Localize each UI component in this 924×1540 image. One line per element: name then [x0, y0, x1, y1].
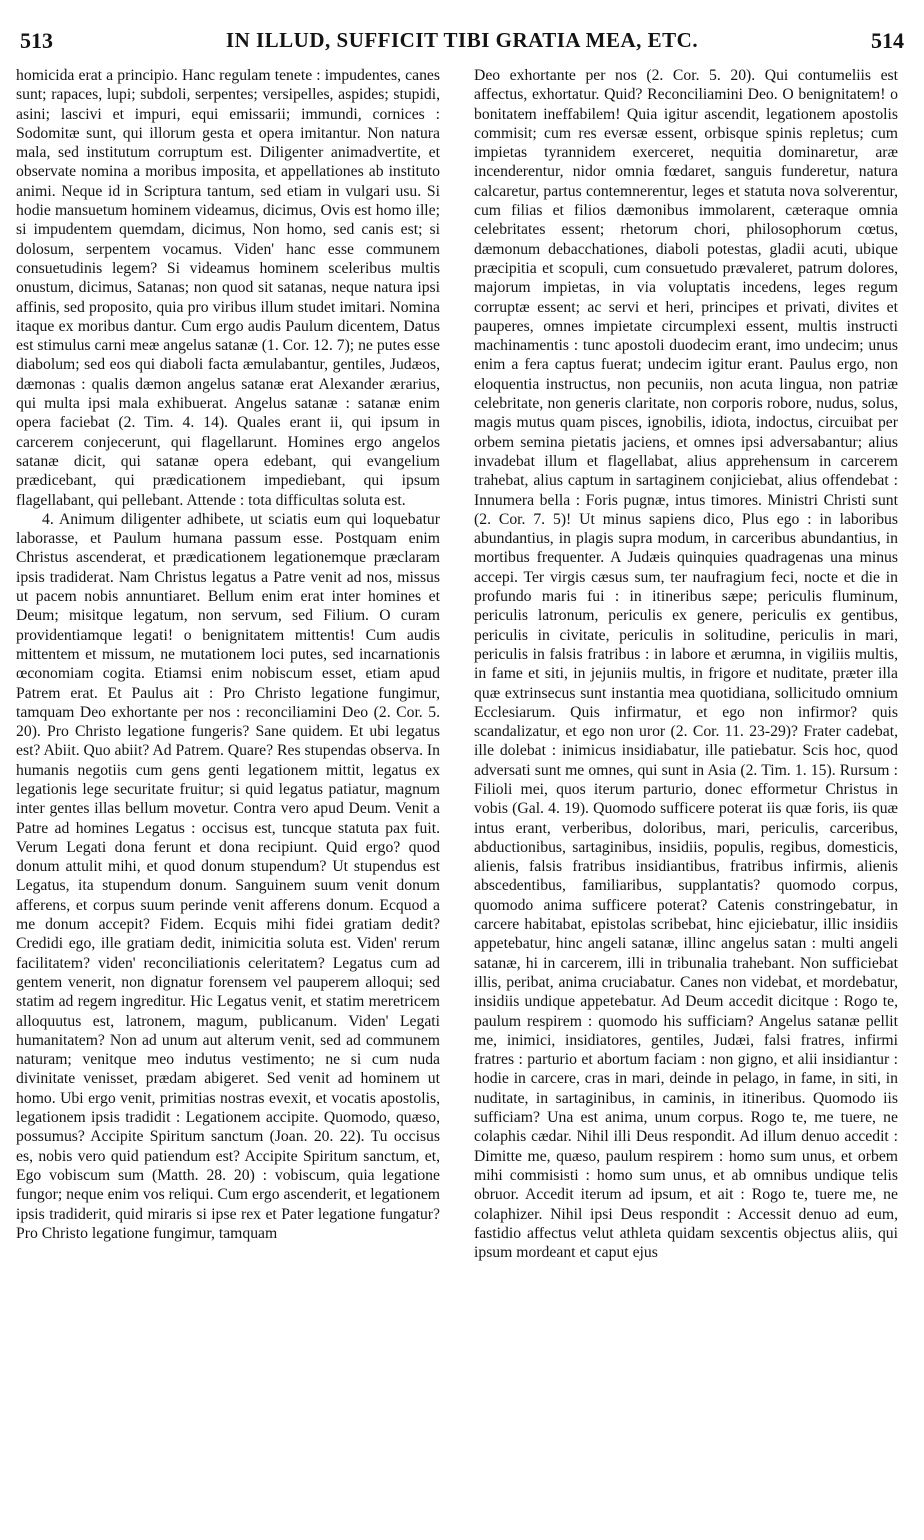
running-header [14, 28, 910, 62]
right-column [474, 66, 898, 1526]
page-number-left: 513 [20, 28, 53, 53]
right-paragraph-1: Deo exhortante per nos (2. Cor. 5. 20). Qui contumeliis est affectus, exhortatur. Quid? Reconciliamini Deo. O benignitatem! o bonitatem ineffabilem! Quia igitur ascendit, legationem apostolis commisit; cum res eversæ essent, orbisque spinis repletus; cum impietas tyrannidem exerceret, nequitia dominaretur, aræ incenderentur, nidor omnia fœdaret, sanguis funderetur, natura calcaretur, partus contemnerentur, leges et statuta nova solverentur, cum filias et filios dæmonibus immolarent, cæteraque omnia celebritates essent; rhetorum chori, philosophorum cœtus, dæmonum debacchationes, diaboli potestas, gladii acuti, ubique præcipitia et scopuli, cum consuetudo prævaleret, patrum dolores, majorum impietas, in via voluptatis incedens, leges regum corruptæ essent; ac servi et heri, principes et privati, divites et pauperes, omnes impietate circumplexi essent, multis instructi machinamentis : tunc apostoli duodecim erant, imo undecim; unus enim a fera captus fuerat; undecim igitur erant. Paulus ergo, non eloquentia instructus, non pecuniis, non acuta lingua, non patriæ celebritate, non generis claritate, non corporis robore, nudus, solus, magis mutus quam pisces, ignobilis, idiota, indoctus, circuibat per orbem semina pietatis jaciens, et omnes ipsi adversabantur; alius invadebat illum et flagellabat, alius apprehensum in carcerem trahebat, alius captum in sartaginem conjiciebat, alius offendebat : Innumera bella : Foris pugnæ, intus timores. Ministri Christi sunt (2. Cor. 7. 5)! Ut minus sapiens dico, Plus ego : in laboribus abundantius, in plagis supra modum, in carceribus abundantius, in mortibus frequenter. A Judæis quinquies quadragenas una minus accepi. Ter virgis cæsus sum, ter naufragium feci, nocte et die in profundo maris fui : in itineribus sæpe; periculis fluminum, periculis latronum, periculis ex genere, periculis ex gentibus, periculis in civitate, periculis in solitudine, periculis in mari, periculis in falsis fratribus : in labore et ærumna, in vigiliis multis, in fame et siti, in jejuniis multis, in frigore et nuditate, præter illa quæ extrinsecus sunt instantia mea quotidiana, sollicitudo omnium Ecclesiarum. Quis infirmatur, et ego non infirmor? quis scandalizatur, et ego non uror (2. Cor. 11. 23-29)? Frater cadebat, ille dolebat : inimicus insidiabatur, ille patiebatur. Scis hoc, quod adversati sunt me omnes, qui sunt in Asia (2. Tim. 1. 15). Rursum : Filioli mei, quos iterum parturio, donec efformetur Christus in vobis (Gal. 4. 19). Quomodo sufficere poterat iis quæ foris, iis quæ intus erant, verberibus, doloribus, mari, periculis, carceribus, abductionibus, sartaginibus, insidiis, populis, regibus, domesticis, alienis, falsis fratribus insidiantibus, fratribus infirmis, alienis abscedentibus, familiaribus, supplantatis? quomodo corpus, quomodo anima sufficere poterat? Catenis constringebatur, in carcere habitabat, epistolas scribebat, hinc ejiciebatur, illic insidiis appetebatur, hinc angeli satanæ, illinc angelus satan : multi angeli satanæ, hi in carcerem, illi in tribunalia trahebant. Non sufficiebat illis, peribat, anima cruciabatur. Canes non videbat, et mordebatur, insidiis undique appetebatur. Ad Deum accedit dicitque : Rogo te, paulum respirem : quomodo his sufficiam? Angelus satanæ pellit me, inimici, insidiatores, gentiles, Judæi, falsi fratres, infirmi fratres : parturio et abortum faciam : non gigno, et alii insidiantur : hodie in carcere, cras in mari, deinde in pelago, in fame, in siti, in nuditate, in sartaginibus, in caminis, in itineribus. Quomodo iis sufficiam? Una est anima, unum corpus. Rogo te, me tuere, ne colaphis cædar. Nihil illi Deus respondit. Ad illum denuo accedit : Dimitte me, quæso, paulum respirem : homo sum unus, et orbem mihi commisisti : homo sum unus, et ab omnibus undique telis obruor. Accedit iterum ad ipsum, et ait : Rogo te, tuere me, ne colaphizer. Nihil ipsi Deus respondit : Accessit denuo ad eum, fastidio affectus velut athleta quidam sexcentis objectus aliis, qui ipsum mordeant et caput ejus [474, 67, 898, 1262]
page-number-right: 514 [871, 28, 904, 53]
left-paragraph-2: 4. Animum diligenter adhibete, ut sciatis eum qui loquebatur laborasse, et Paulum humana passum esse. Postquam enim Christus ascenderat, et prædicationem legationemque præclaram ipsis tradiderat. Nam Christus legatus a Patre venit ad nos, missus ut pacem nobis annuntiaret. Bellum enim erat inter homines et Deum; misitque legatum, non servum, sed Filium. O curam providentiamque legati! o benignitatem mittentis! Cum audis mittentem et missum, ne mutationem loci putes, sed incarnationis œconomiam cogita. Etiamsi enim nobiscum esset, etiam apud Patrem erat. Et Paulus ait : Pro Christo legatione fungimur, tamquam Deo exhortante per nos : reconciliamini Deo (2. Cor. 5. 20). Pro Christo legatione fungeris? Sane quidem. Et ubi legatus est? Abiit. Quo abiit? Ad Patrem. Quare? Res stupendas observa. In humanis negotiis cum gens genti legationem mittit, legatus ex legationis lege securitate fruitur; si quid legatus patiatur, magnum inter gentes illas bellum movetur. Contra vero apud Deum. Venit a Patre ad homines Legatus : occisus est, tuncque statuta pax fuit. Verum Legati dona ferunt et dona recipiunt. Quid ergo? quod donum attulit mihi, et quod donum stupendum? Ut stupendus est Legatus, ita stupendum donum. Sanguinem suum venit donum afferens, et corpus suum perinde venit afferens donum. Ecquod a me donum accepit? Fidem. Ecquis mihi fidei gratiam dedit? Credidi ego, ille gratiam dedit, inimicitia soluta est. Viden' rerum facilitatem? viden' reconciliationis celeritatem? Legatus cum ad gentem venerit, non dignatur forensem vel pauperem alloqui; sed statim ad regem ingreditur. Hic Legatus venit, et statim meretricem alloquutus est, latronem, magum, publicanum. Viden' Legati humanitatem? Non ad unum aut alterum venit, sed ad communem naturam; venitque meo indutus vestimento; ne si cum nuda divinitate venisset, prædam abigeret. Sed venit ad hominem ut homo. Ubi ergo venit, primitias nostras evexit, et vocatis apostolis, legationem ipsis tradidit : Legationem accipite. Quomodo, quæso, possumus? Accipite Spiritum sanctum (Joan. 20. 22). Tu occisus es, nobis vero quid patiendum est? Accipite Spiritum sanctum, et, Ego vobiscum sum (Matth. 28. 20) : vobiscum, quia legatione fungor; neque enim vos reliqui. Cum ergo ascenderit, et legationem ipsis tradiderit, quid miraris si ipse rex et Pater legatione fungatur? Pro Christo legatione fungimur, tamquam [16, 510, 440, 1242]
left-column [16, 66, 440, 1526]
running-title: IN ILLUD, SUFFICIT TIBI GRATIA MEA, ETC. [225, 28, 699, 52]
left-paragraph-1: homicida erat a principio. Hanc regulam tenete : impudentes, canes sunt; rapaces, lupi; subdoli, serpentes; versipelles, aspides; stupidi, asini; lascivi et impuri, equi emissarii; immundi, cornices : Sodomitæ sunt, qui illorum gesta et opera imitantur. Non natura mala, sed institutum corruptum est. Diligenter animadvertite, et observate nomina a moribus imposita, et appellationes ab instituto animi. Neque id in Scriptura tantum, sed etiam in vulgari usu. Si hodie mansuetum hominem videamus, dicimus, Ovis est homo ille; si impudentem quemdam, dicimus, Non homo, sed canis est; si dolosum, serpentem vocamus. Viden' hanc esse communem consuetudinis legem? Si videamus hominem sceleribus multis onustum, dicimus, Satanas; non quod sit satanas, neque natura ipsi affinis, sed proposito, quia pro viribus illum studet imitari. Nomina itaque ex moribus dantur. Cum ergo audis Paulum dicentem, Datus est stimulus carni meæ angelus satanæ (1. Cor. 12. 7); ne putes esse diabolum; sed eos qui diaboli facta æmulabantur, gentiles, Judæos, dæmonas : qualis dæmon angelus satanæ erat Alexander ærarius, qui multa ipsi mala exhibuerat. Angelus satanæ : satanæ enim opera faciebat (2. Tim. 4. 14). Quales erant ii, qui ipsum in carcerem conjecerunt, qui flagellarunt. Homines ergo angelos satanæ dicit, qui satanæ opera edebant, qui evangelium prædicebant, qui prædicationem impediebant, qui ipsum flagellabant, qui pellebant. Attende : tota difficultas soluta est. [16, 67, 440, 509]
